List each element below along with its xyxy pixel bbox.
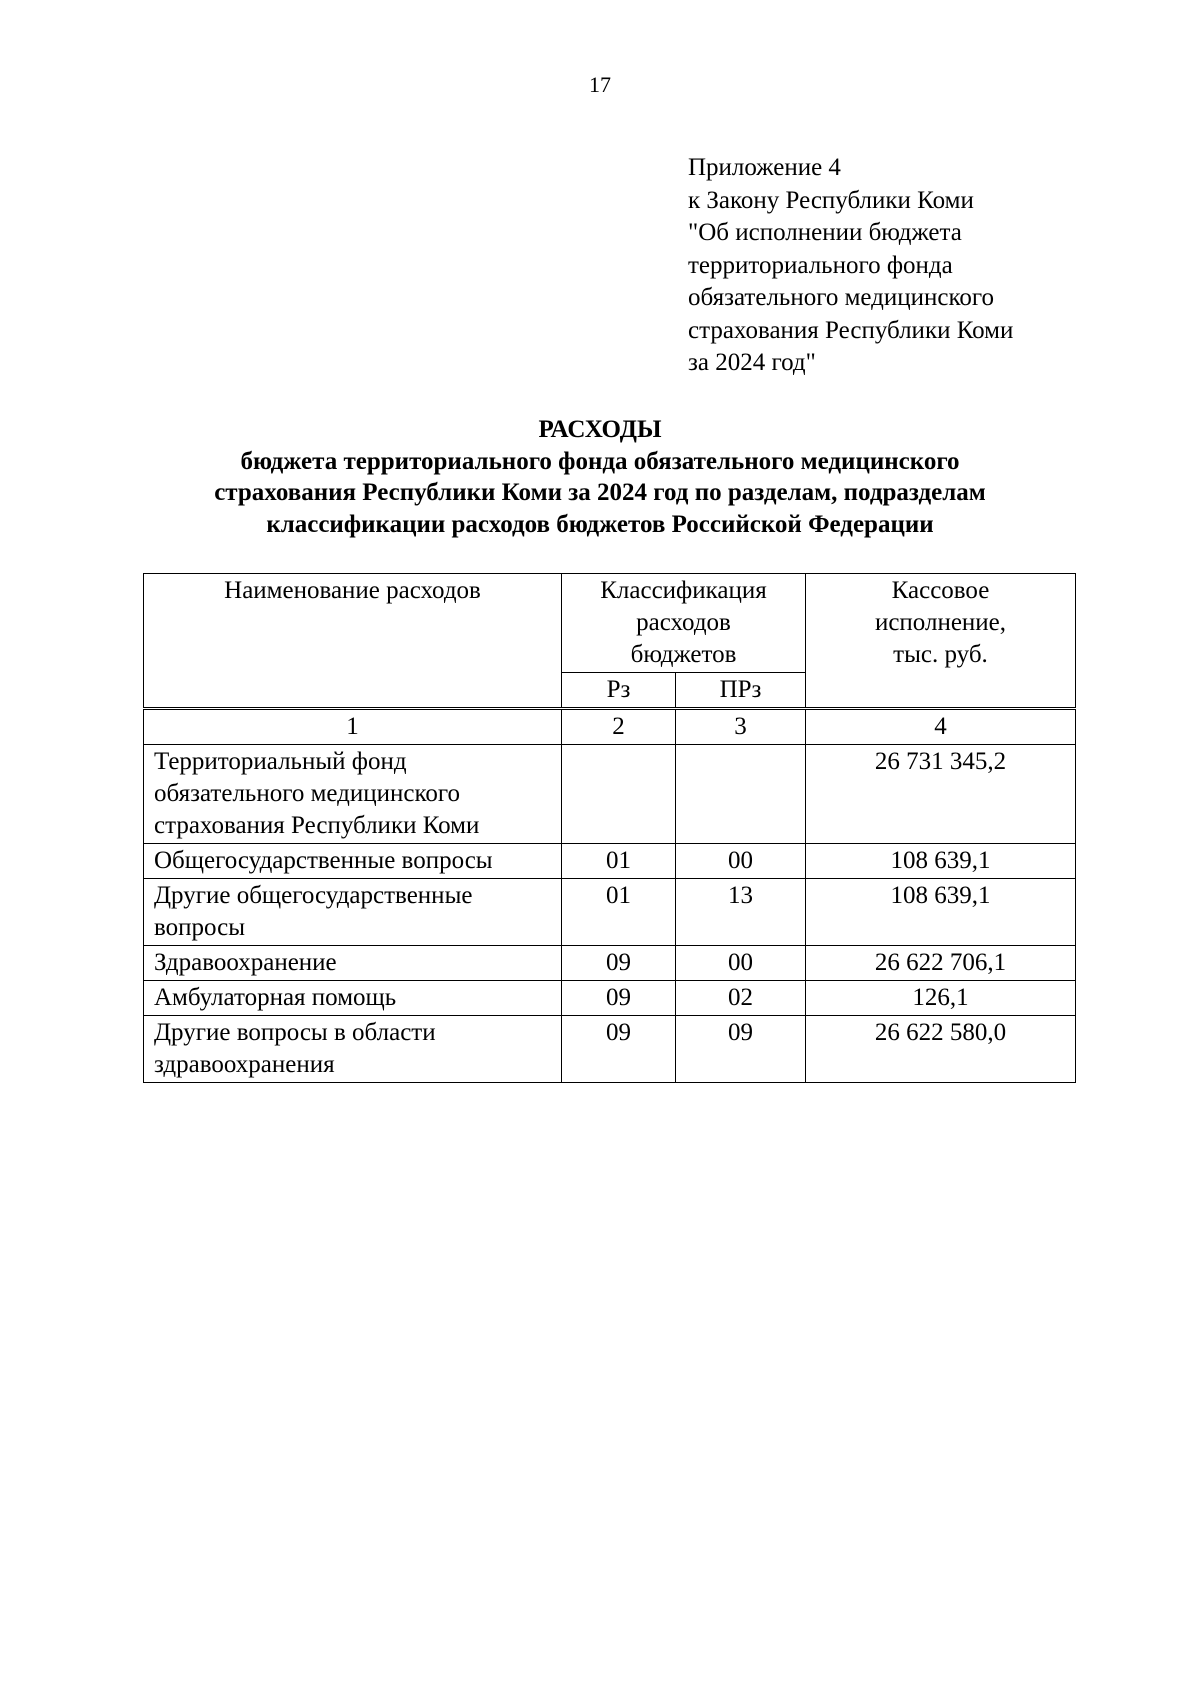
title-line: классификации расходов бюджетов Российской Федерации (266, 510, 934, 538)
row-name-line: вопросы (154, 914, 246, 941)
row-name (144, 844, 562, 879)
header-name-label: Наименование расходов (224, 577, 481, 604)
row-name-line: Здравоохранение (154, 949, 337, 976)
row-name (144, 745, 562, 844)
row-name (144, 981, 562, 1016)
row-rz: 01 (562, 879, 676, 946)
table-row (144, 981, 1076, 1016)
appendix-line: за 2024 год" (688, 349, 816, 376)
row-amount: 108 639,1 (806, 844, 1076, 879)
row-prz: 02 (676, 981, 806, 1016)
expenses-table (143, 573, 1076, 1083)
appendix-line: к Закону Республики Коми (688, 186, 974, 214)
appendix-line: территориального фонда (688, 251, 953, 279)
page-number: 17 (589, 72, 611, 97)
row-name-line: Территориальный фонд (154, 748, 407, 775)
table-row (144, 879, 1076, 946)
row-name-line: Другие вопросы в области (154, 1019, 436, 1046)
row-name-line: Общегосударственные вопросы (154, 847, 493, 874)
header-prz: ПРз (676, 673, 806, 709)
header-classification-line: расходов (636, 609, 731, 636)
appendix-line: Приложение 4 (688, 154, 841, 181)
header-rz: Рз (562, 673, 676, 709)
header-execution-line: Кассовое (891, 577, 990, 604)
column-number: 1 (144, 709, 562, 745)
row-name-line: здравоохранения (154, 1051, 335, 1078)
row-name-line: обязательного медицинского (154, 780, 461, 807)
table-row (144, 844, 1076, 879)
row-prz: 00 (676, 844, 806, 879)
row-prz: 09 (676, 1016, 806, 1083)
column-number: 2 (562, 709, 676, 745)
row-name (144, 879, 562, 946)
header-execution-line: исполнение, (874, 609, 1007, 636)
column-number: 4 (806, 709, 1076, 745)
row-prz: 13 (676, 879, 806, 946)
row-rz (562, 745, 676, 844)
row-name-line: Другие общегосударственные (154, 882, 473, 909)
header-classification-line: бюджетов (630, 641, 737, 668)
table-row (144, 946, 1076, 981)
document-title (0, 414, 1200, 540)
title-heading: РАСХОДЫ (538, 416, 662, 443)
row-prz (676, 745, 806, 844)
title-line: бюджета территориального фонда обязательного медицинского (240, 447, 960, 475)
header-name (144, 574, 562, 709)
row-rz: 01 (562, 844, 676, 879)
appendix-line: страхования Республики Коми (688, 316, 1014, 344)
row-prz: 00 (676, 946, 806, 981)
table-row (144, 1016, 1076, 1083)
column-number: 3 (676, 709, 806, 745)
row-amount: 26 731 345,2 (806, 745, 1076, 844)
header-execution-line: тыс. руб. (893, 641, 988, 668)
column-number-row (144, 709, 1076, 745)
header-classification-line: Классификация (600, 577, 767, 604)
table-header-row (144, 574, 1076, 673)
header-execution (806, 574, 1076, 709)
row-name-line: страхования Республики Коми (154, 812, 480, 839)
row-name (144, 946, 562, 981)
row-rz: 09 (562, 1016, 676, 1083)
row-name (144, 1016, 562, 1083)
table-row (144, 745, 1076, 844)
row-name-line: Амбулаторная помощь (154, 984, 397, 1011)
row-amount: 26 622 706,1 (806, 946, 1076, 981)
header-classification (562, 574, 806, 673)
row-rz: 09 (562, 981, 676, 1016)
row-rz: 09 (562, 946, 676, 981)
row-amount: 26 622 580,0 (806, 1016, 1076, 1083)
title-line: страхования Республики Коми за 2024 год по разделам, подразделам (214, 479, 986, 506)
row-amount: 126,1 (806, 981, 1076, 1016)
appendix-line: "Об исполнении бюджета (688, 219, 962, 246)
appendix-reference (688, 152, 1148, 380)
appendix-line: обязательного медицинского (688, 284, 995, 311)
row-amount: 108 639,1 (806, 879, 1076, 946)
